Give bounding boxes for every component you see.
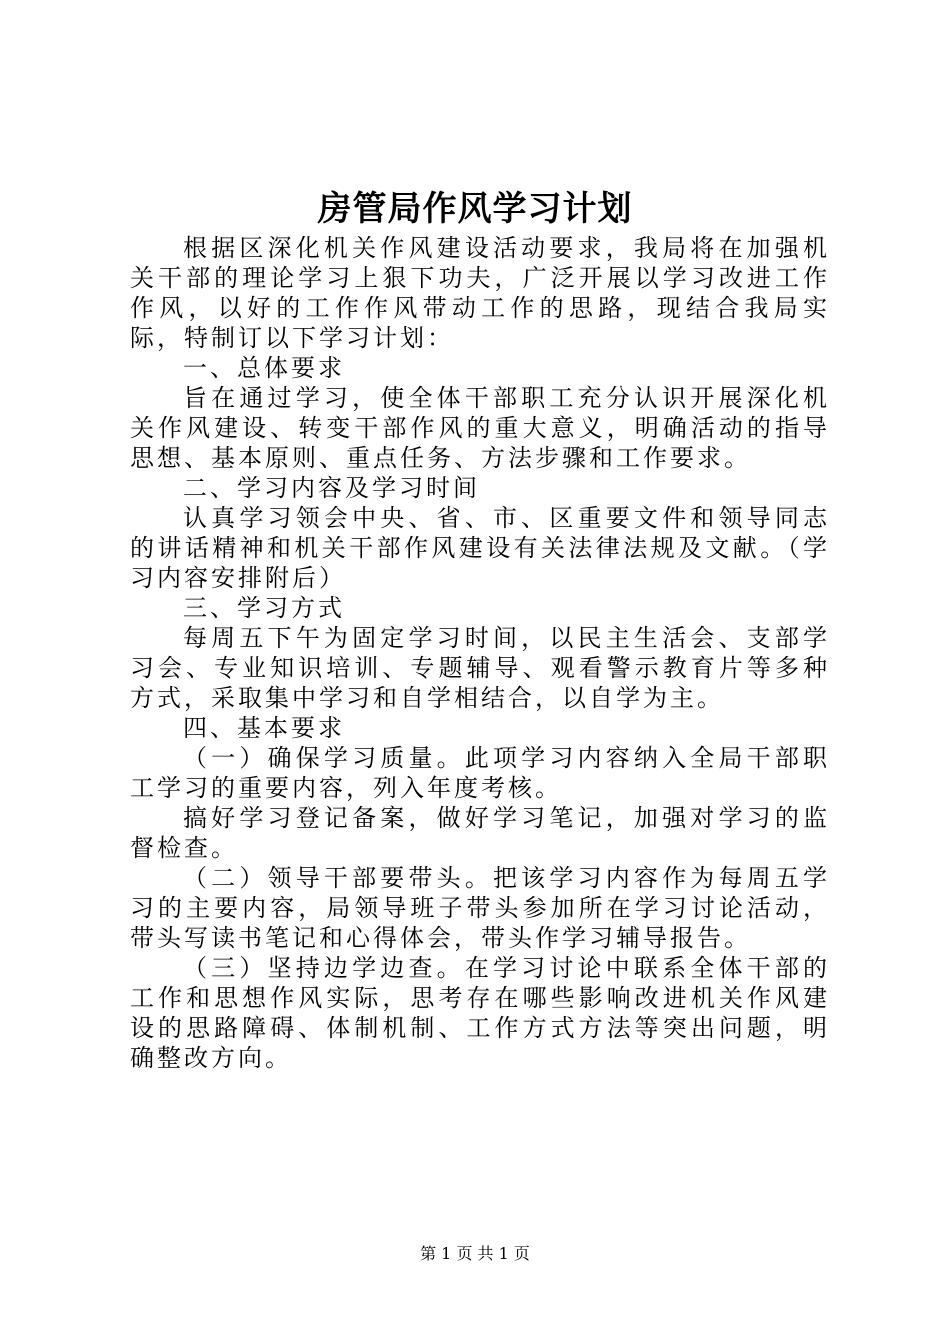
study-methods-paragraph: 每周五下午为固定学习时间，以民主生活会、支部学习会、专业知识培训、专题辅导、观看警示教育片等多种方式，采取集中学习和自学相结合，以自学为主。 bbox=[130, 624, 830, 712]
general-requirements-paragraph: 旨在通过学习，使全体干部职工充分认识开展深化机关作风建设、转变干部作风的重大意义，明确活动的指导思想、基本原则、重点任务、方法步骤和工作要求。 bbox=[130, 384, 830, 472]
requirement-three-paragraph: （三）坚持边学边查。在学习讨论中联系全体干部的工作和思想作风实际，思考存在哪些影响改进机关作风建设的思路障碍、体制机制、工作方式方法等突出问题，明确整改方向。 bbox=[130, 954, 830, 1072]
content-and-time-paragraph: 认真学习领会中央、省、市、区重要文件和领导同志的讲话精神和机关干部作风建设有关法律法规及文献。（学习内容安排附后） bbox=[130, 504, 830, 592]
requirement-two-paragraph: （二）领导干部要带头。把该学习内容作为每周五学习的主要内容，局领导班子带头参加所在学习讨论活动，带头写读书笔记和心得体会，带头作学习辅导报告。 bbox=[130, 864, 830, 952]
page-footer: 第 1 页 共 1 页 bbox=[420, 1244, 530, 1263]
requirement-one-paragraph: （一）确保学习质量。此项学习内容纳入全局干部职工学习的重要内容，列入年度考核。 bbox=[130, 744, 830, 802]
record-keeping-paragraph: 搞好学习登记备案，做好学习笔记，加强对学习的监督检查。 bbox=[130, 804, 830, 862]
section-heading-content-and-time: 二、学习内容及学习时间 bbox=[183, 474, 480, 502]
section-heading-basic-requirements: 四、基本要求 bbox=[183, 714, 345, 742]
section-heading-study-methods: 三、学习方式 bbox=[183, 594, 345, 622]
intro-paragraph: 根据区深化机关作风建设活动要求，我局将在加强机关干部的理论学习上狠下功夫，广泛开展以学习改进工作作风，以好的工作作风带动工作的思路，现结合我局实际，特制订以下学习计划： bbox=[130, 234, 830, 352]
document-title: 房管局作风学习计划 bbox=[317, 189, 633, 229]
section-heading-general-requirements: 一、总体要求 bbox=[183, 354, 345, 382]
document-body bbox=[130, 233, 830, 1073]
